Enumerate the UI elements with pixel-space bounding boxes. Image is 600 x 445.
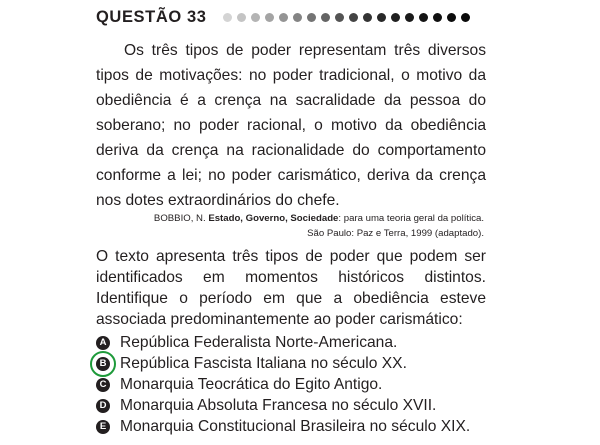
- gradient-dot: [391, 13, 400, 22]
- gradient-dot: [433, 13, 442, 22]
- gradient-dot: [237, 13, 246, 22]
- citation-subtitle: : para uma teoria geral da política.: [338, 213, 484, 224]
- question-stem: O texto apresenta três tipos de poder que podem ser identificados em momentos históricos distintos. Identifique o período em que a obediência esteve associada predominantemente ao poder carismático:: [96, 248, 486, 328]
- gradient-dot: [307, 13, 316, 22]
- gradient-dot: [349, 13, 358, 22]
- citation: [96, 211, 484, 241]
- gradient-dot: [223, 13, 232, 22]
- option-e-text: Monarquia Constitucional Brasileira no século XIX.: [120, 417, 471, 435]
- option-b-text: República Fascista Italiana no século XX.: [120, 354, 407, 372]
- option-letter-c: C: [96, 378, 110, 392]
- gradient-dot: [447, 13, 456, 22]
- answer-options: [96, 332, 516, 437]
- citation-line-1: [96, 211, 484, 226]
- gradient-dot: [461, 13, 470, 22]
- question-header: [96, 6, 470, 28]
- gradient-dot: [293, 13, 302, 22]
- option-e[interactable]: [96, 416, 516, 437]
- gradient-dot: [265, 13, 274, 22]
- question-title: QUESTÃO 33: [96, 7, 207, 26]
- option-letter-b: B: [96, 357, 110, 371]
- citation-work-title: Estado, Governo, Sociedade: [208, 213, 339, 224]
- citation-author: BOBBIO, N.: [153, 213, 206, 224]
- option-a-text: República Federalista Norte-Americana.: [120, 333, 398, 351]
- gradient-dot: [279, 13, 288, 22]
- passage-paragraph: Os três tipos de poder representam três diversos tipos de motivações: no poder tradicional, o motivo da obediência é a crença na sacralidade da pessoa do soberano; no poder racional, o motivo da obediência deriva da crença na racionalidade do comportamento conforme a lei; no poder carismático, deriva da crença nos dotes extraordinários do chefe.: [96, 42, 486, 209]
- decorative-dot-row: [223, 13, 470, 22]
- option-b[interactable]: [96, 353, 516, 374]
- citation-publisher: São Paulo: Paz e Terra, 1999 (adaptado).: [307, 228, 484, 239]
- gradient-dot: [251, 13, 260, 22]
- gradient-dot: [377, 13, 386, 22]
- option-a[interactable]: [96, 332, 516, 353]
- option-letter-a: A: [96, 336, 110, 350]
- option-c-text: Monarquia Teocrática do Egito Antigo.: [120, 375, 383, 393]
- gradient-dot: [363, 13, 372, 22]
- option-letter-d: D: [96, 399, 110, 413]
- passage-text: [96, 38, 486, 213]
- gradient-dot: [419, 13, 428, 22]
- option-d[interactable]: [96, 395, 516, 416]
- option-letter-e: E: [96, 420, 110, 434]
- option-d-text: Monarquia Absoluta Francesa no século XVII.: [120, 396, 437, 414]
- gradient-dot: [405, 13, 414, 22]
- gradient-dot: [321, 13, 330, 22]
- gradient-dot: [335, 13, 344, 22]
- option-c[interactable]: [96, 374, 516, 395]
